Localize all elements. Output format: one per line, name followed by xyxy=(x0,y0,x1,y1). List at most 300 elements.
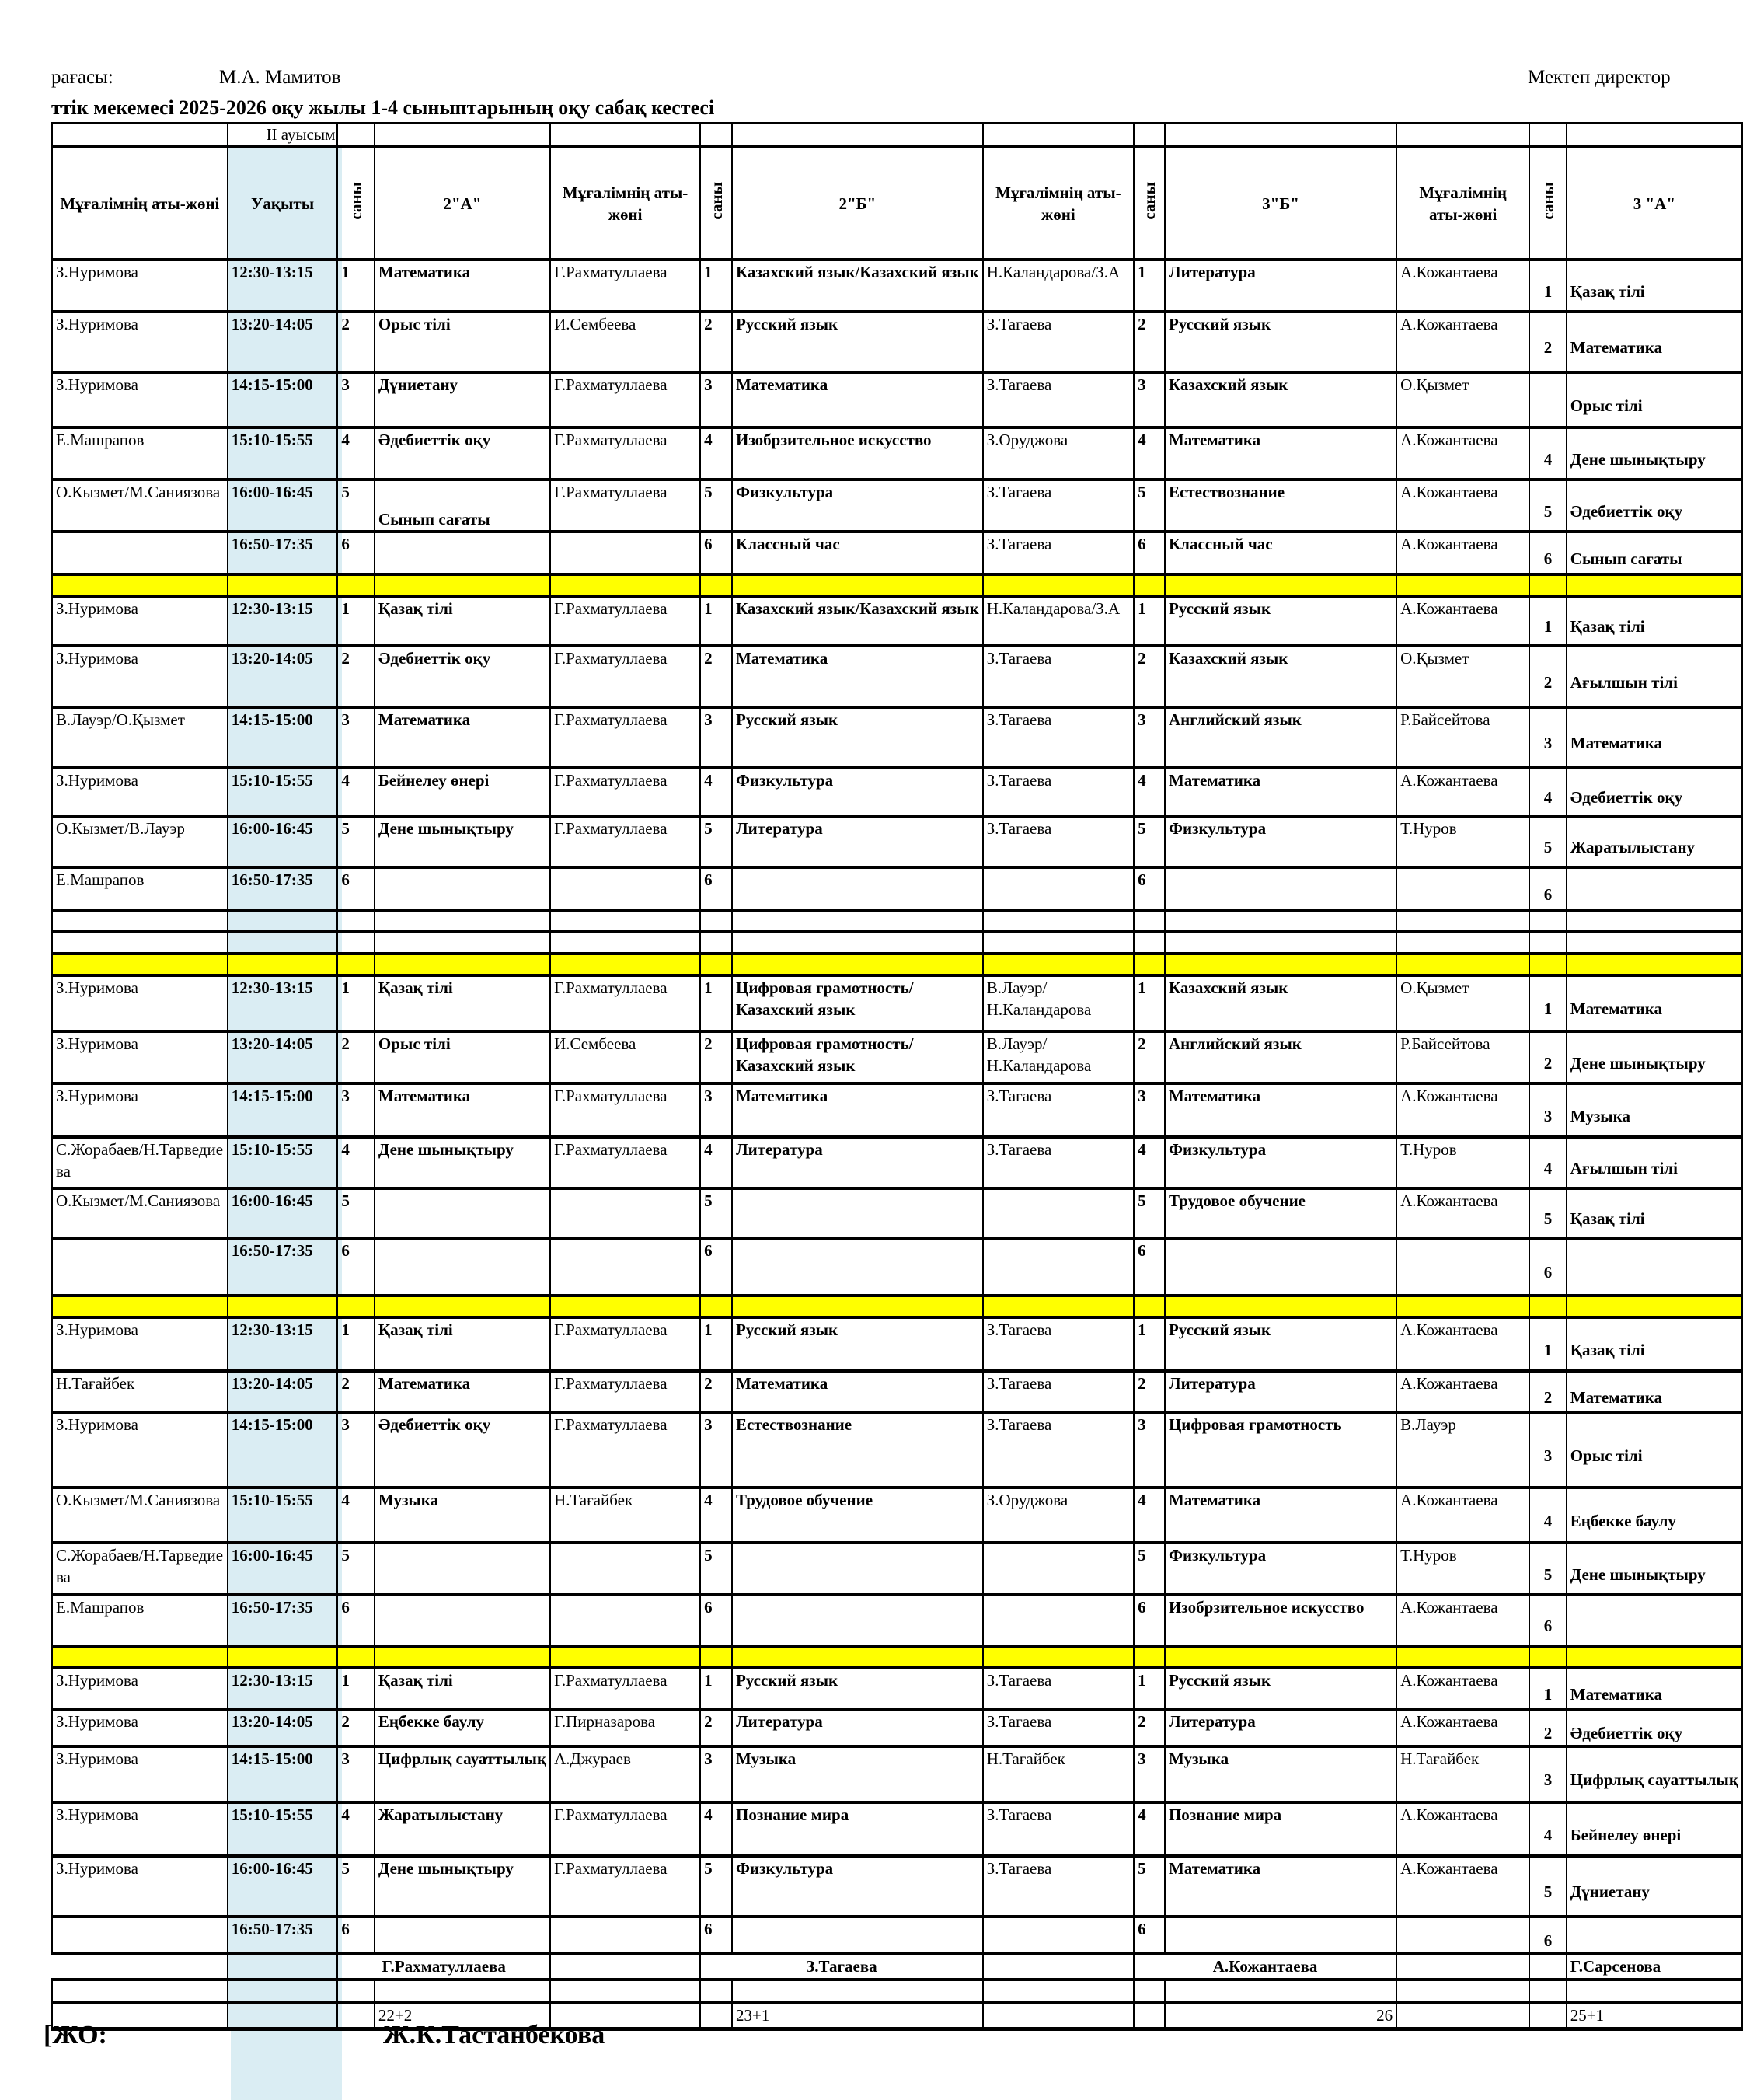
lesson-number: 5 xyxy=(700,1856,732,1917)
subject-3a: Дене шынықтыру xyxy=(1567,427,1742,480)
header-right-label: Мектеп директор xyxy=(1528,67,1671,88)
teacher-cell xyxy=(983,1238,1134,1296)
empty-cell xyxy=(337,1646,375,1668)
time-cell: 15:10-15:55 xyxy=(228,768,338,816)
lesson-number: 6 xyxy=(337,1917,375,1954)
subject-2b xyxy=(732,1595,983,1646)
lesson-number: 5 xyxy=(700,480,732,532)
lesson-number: 2 xyxy=(1134,1031,1165,1083)
class-teacher-name: З.Тагаева xyxy=(700,1954,983,1980)
teacher-cell xyxy=(550,532,700,574)
lesson-number: 4 xyxy=(1134,427,1165,480)
empty-cell xyxy=(732,574,983,596)
lesson-number: 5 xyxy=(1134,1188,1165,1238)
subject-2b: Казахский язык/Казахский язык xyxy=(732,596,983,646)
lesson-number: 4 xyxy=(1529,768,1567,816)
subject-2b: Физкультура xyxy=(732,480,983,532)
empty-cell xyxy=(1165,1980,1396,2002)
subject-2a: Математика xyxy=(375,707,550,768)
teacher-cell: З.Тагаева xyxy=(983,1709,1134,1746)
lesson-row xyxy=(52,1412,1742,1488)
subject-2b: Цифровая грамотность/ Казахский язык xyxy=(732,1031,983,1083)
teacher-cell: З.Нуримова xyxy=(52,1668,228,1709)
time-cell: 14:15-15:00 xyxy=(228,1746,338,1802)
subject-2a: Дене шынықтыру xyxy=(375,1856,550,1917)
col-header-teacher: Мұғалімнің аты-жөні xyxy=(52,147,228,260)
empty-cell xyxy=(375,1296,550,1317)
teacher-cell: И.Сембеева xyxy=(550,312,700,372)
lesson-number: 5 xyxy=(337,1856,375,1917)
teacher-cell: Г.Рахматуллаева xyxy=(550,1856,700,1917)
subject-2b: Математика xyxy=(732,1371,983,1412)
teacher-cell: З.Тагаева xyxy=(983,1856,1134,1917)
lesson-number: 1 xyxy=(1529,596,1567,646)
teacher-cell: О.Кызмет/М.Саниязова xyxy=(52,480,228,532)
lesson-number: 4 xyxy=(700,427,732,480)
time-cell: 16:50-17:35 xyxy=(228,1238,338,1296)
teacher-cell: З.Тагаева xyxy=(983,1371,1134,1412)
col-header-count xyxy=(337,147,375,260)
empty-cell xyxy=(1396,574,1529,596)
subject-3a xyxy=(1567,867,1742,910)
lesson-number: 5 xyxy=(1529,1543,1567,1595)
lesson-row xyxy=(52,372,1742,427)
lesson-number: 5 xyxy=(1134,1856,1165,1917)
lesson-number: 2 xyxy=(1529,646,1567,707)
teacher-cell: А.Джураев xyxy=(550,1746,700,1802)
teacher-cell: Г.Рахматуллаева xyxy=(550,1668,700,1709)
lesson-number: 4 xyxy=(1529,1488,1567,1543)
count-label: саны xyxy=(1539,181,1558,220)
teacher-cell: Г.Рахматуллаева xyxy=(550,1317,700,1371)
count-label: саны xyxy=(347,181,366,220)
lesson-number: 3 xyxy=(337,372,375,427)
lesson-number: 6 xyxy=(700,1917,732,1954)
subject-2a: Цифрлық сауаттылық xyxy=(375,1746,550,1802)
time-cell: 14:15-15:00 xyxy=(228,372,338,427)
time-cell: 12:30-13:15 xyxy=(228,975,338,1031)
subject-3b: Русский язык xyxy=(1165,1317,1396,1371)
teacher-cell xyxy=(1396,1238,1529,1296)
teacher-cell: Н.Каландарова/З.А xyxy=(983,260,1134,312)
time-cell: 13:20-14:05 xyxy=(228,312,338,372)
subject-2b: Естествознание xyxy=(732,1412,983,1488)
subject-3b: Казахский язык xyxy=(1165,646,1396,707)
teacher-cell: А.Кожантаева xyxy=(1396,1856,1529,1917)
subject-2a xyxy=(375,1188,550,1238)
header-row-columns xyxy=(52,147,1742,260)
spacer-row xyxy=(52,910,1742,932)
subject-3b: Английский язык xyxy=(1165,707,1396,768)
empty-cell xyxy=(1567,1980,1742,2002)
subject-3b: Русский язык xyxy=(1165,596,1396,646)
teacher-cell: З.Нуримова xyxy=(52,1802,228,1856)
teacher-cell: З.Нуримова xyxy=(52,312,228,372)
teacher-cell: З.Тагаева xyxy=(983,816,1134,867)
subject-3b xyxy=(1165,1238,1396,1296)
teacher-cell: З.Оруджова xyxy=(983,1488,1134,1543)
empty-cell xyxy=(375,954,550,975)
empty-cell xyxy=(228,1954,338,1980)
lesson-number: 1 xyxy=(700,975,732,1031)
subject-3a: Музыка xyxy=(1567,1083,1742,1137)
lesson-number: 2 xyxy=(1134,646,1165,707)
header-row-shift xyxy=(52,123,1742,147)
empty-cell xyxy=(550,1954,700,1980)
lesson-number: 6 xyxy=(337,1238,375,1296)
lesson-number: 5 xyxy=(700,1188,732,1238)
empty-cell xyxy=(1134,932,1165,954)
subject-3a: Ағылшын тілі xyxy=(1567,1137,1742,1188)
lesson-number: 5 xyxy=(1134,816,1165,867)
time-cell: 15:10-15:55 xyxy=(228,1802,338,1856)
teacher-cell: А.Кожантаева xyxy=(1396,532,1529,574)
count-label: саны xyxy=(706,181,726,220)
empty-cell xyxy=(1396,1954,1529,1980)
lesson-number: 4 xyxy=(1134,1137,1165,1188)
time-cell: 14:15-15:00 xyxy=(228,1083,338,1137)
subject-3b: Английский язык xyxy=(1165,1031,1396,1083)
lesson-number: 4 xyxy=(1134,1488,1165,1543)
lesson-number: 4 xyxy=(1134,768,1165,816)
subject-3b: Литература xyxy=(1165,1371,1396,1412)
teacher-cell: З.Тагаева xyxy=(983,1137,1134,1188)
header-empty xyxy=(1567,123,1742,147)
teacher-cell: С.Жорабаев/Н.Тарведиева xyxy=(52,1543,228,1595)
time-cell: 16:50-17:35 xyxy=(228,532,338,574)
teacher-cell: З.Тагаева xyxy=(983,480,1134,532)
subject-3b: Математика xyxy=(1165,768,1396,816)
time-cell: 13:20-14:05 xyxy=(228,646,338,707)
teacher-cell xyxy=(983,1917,1134,1954)
subject-3a: Дене шынықтыру xyxy=(1567,1543,1742,1595)
subject-2a: Қазақ тілі xyxy=(375,975,550,1031)
lesson-number: 4 xyxy=(700,1802,732,1856)
subject-2b: Русский язык xyxy=(732,312,983,372)
lesson-number: 2 xyxy=(1134,312,1165,372)
empty-cell xyxy=(732,1646,983,1668)
subject-2a xyxy=(375,1238,550,1296)
lesson-number: 1 xyxy=(1134,1668,1165,1709)
lesson-row xyxy=(52,1668,1742,1709)
empty-cell xyxy=(1134,1646,1165,1668)
empty-cell xyxy=(52,1980,228,2002)
teacher-cell: Г.Рахматуллаева xyxy=(550,646,700,707)
lesson-number: 6 xyxy=(1134,867,1165,910)
time-cell: 12:30-13:15 xyxy=(228,1668,338,1709)
lesson-number: 2 xyxy=(1529,312,1567,372)
subject-2a: Қазақ тілі xyxy=(375,1317,550,1371)
teacher-cell: З.Тагаева xyxy=(983,372,1134,427)
lesson-number: 1 xyxy=(1529,1668,1567,1709)
teacher-cell xyxy=(1396,1917,1529,1954)
teacher-cell: З.Тагаева xyxy=(983,646,1134,707)
lesson-number: 5 xyxy=(337,480,375,532)
subject-3b: Естествознание xyxy=(1165,480,1396,532)
col-header-3a: 3 "А" xyxy=(1567,147,1742,260)
lesson-number: 2 xyxy=(337,646,375,707)
empty-cell xyxy=(700,954,732,975)
lesson-number: 6 xyxy=(1134,1595,1165,1646)
day-separator xyxy=(52,1646,1742,1668)
header-empty xyxy=(983,123,1134,147)
teacher-cell: Г.Рахматуллаева xyxy=(550,975,700,1031)
lesson-number: 5 xyxy=(700,816,732,867)
col-header-count xyxy=(1529,147,1567,260)
subject-2b: Математика xyxy=(732,372,983,427)
empty-cell xyxy=(228,910,338,932)
lesson-number: 4 xyxy=(337,768,375,816)
subject-2a: Дене шынықтыру xyxy=(375,816,550,867)
subject-3b: Физкультура xyxy=(1165,816,1396,867)
col-header-count xyxy=(1134,147,1165,260)
subject-2a xyxy=(375,1595,550,1646)
empty-cell xyxy=(375,1646,550,1668)
subject-2b: Казахский язык/Казахский язык xyxy=(732,260,983,312)
class-teachers-row xyxy=(52,1954,1742,1980)
empty-cell xyxy=(52,2002,228,2029)
teacher-cell: В.Лауэр/О.Қызмет xyxy=(52,707,228,768)
empty-cell xyxy=(52,954,228,975)
subject-2a xyxy=(375,1917,550,1954)
time-cell: 12:30-13:15 xyxy=(228,596,338,646)
subject-3a: Математика xyxy=(1567,1668,1742,1709)
lesson-number: 3 xyxy=(1529,1412,1567,1488)
teacher-cell: А.Кожантаева xyxy=(1396,1371,1529,1412)
time-cell: 16:00-16:45 xyxy=(228,816,338,867)
lesson-row xyxy=(52,260,1742,312)
teacher-cell: Г.Рахматуллаева xyxy=(550,427,700,480)
subject-3b: Классный час xyxy=(1165,532,1396,574)
subject-2b: Русский язык xyxy=(732,1668,983,1709)
empty-cell xyxy=(983,2002,1134,2029)
teacher-cell xyxy=(550,867,700,910)
teacher-cell: О.Қызмет xyxy=(1396,646,1529,707)
lesson-number: 3 xyxy=(1134,1083,1165,1137)
empty-cell xyxy=(550,574,700,596)
lesson-number: 1 xyxy=(1134,260,1165,312)
empty-cell xyxy=(732,1980,983,2002)
empty-cell xyxy=(983,932,1134,954)
lesson-number: 5 xyxy=(700,1543,732,1595)
empty-cell xyxy=(1529,910,1567,932)
teacher-cell: А.Кожантаева xyxy=(1396,1709,1529,1746)
empty-cell xyxy=(1165,1646,1396,1668)
subject-3b: Русский язык xyxy=(1165,312,1396,372)
empty-cell xyxy=(732,954,983,975)
empty-cell xyxy=(337,1980,375,2002)
time-cell: 14:15-15:00 xyxy=(228,1412,338,1488)
empty-cell xyxy=(983,954,1134,975)
teacher-cell xyxy=(52,532,228,574)
teacher-cell xyxy=(1396,867,1529,910)
subject-2b: Физкультура xyxy=(732,768,983,816)
subject-2b xyxy=(732,1543,983,1595)
lesson-number: 3 xyxy=(1134,372,1165,427)
subject-2a xyxy=(375,532,550,574)
empty-cell xyxy=(983,1646,1134,1668)
col-header-teacher: Мұғалімнің аты-жөні xyxy=(550,147,700,260)
teacher-cell: Т.Нуров xyxy=(1396,816,1529,867)
lesson-number: 5 xyxy=(337,1543,375,1595)
empty-cell xyxy=(983,1980,1134,2002)
subject-2b: Цифровая грамотность/ Казахский язык xyxy=(732,975,983,1031)
subject-2a: Математика xyxy=(375,260,550,312)
lesson-number: 3 xyxy=(700,1083,732,1137)
lesson-number: 5 xyxy=(1134,1543,1165,1595)
empty-cell xyxy=(228,2002,338,2029)
signature-label-text: ЖО: xyxy=(52,2021,107,2049)
subject-3b: Казахский язык xyxy=(1165,975,1396,1031)
teacher-cell xyxy=(52,1917,228,1954)
header-empty xyxy=(732,123,983,147)
subject-2a: Әдебиеттік оқу xyxy=(375,427,550,480)
empty-cell xyxy=(983,574,1134,596)
empty-cell xyxy=(375,574,550,596)
empty-cell xyxy=(375,1980,550,2002)
subject-3a: Дене шынықтыру xyxy=(1567,1031,1742,1083)
subject-2b xyxy=(732,867,983,910)
empty-cell xyxy=(228,1296,338,1317)
empty-cell xyxy=(337,932,375,954)
lesson-row xyxy=(52,1746,1742,1802)
lesson-number: 4 xyxy=(1529,1137,1567,1188)
empty-cell xyxy=(1567,574,1742,596)
lesson-number: 6 xyxy=(1529,1238,1567,1296)
subject-3b: Литература xyxy=(1165,1709,1396,1746)
teacher-cell: Г.Рахматуллаева xyxy=(550,816,700,867)
lesson-row xyxy=(52,1317,1742,1371)
subject-2b: Классный час xyxy=(732,532,983,574)
empty-cell xyxy=(337,910,375,932)
lesson-row xyxy=(52,1238,1742,1296)
empty-cell xyxy=(1134,910,1165,932)
teacher-cell: З.Нуримова xyxy=(52,646,228,707)
spacer-row xyxy=(52,932,1742,954)
lesson-number: 2 xyxy=(337,312,375,372)
teacher-cell xyxy=(983,867,1134,910)
subject-2a: Музыка xyxy=(375,1488,550,1543)
lesson-number: 3 xyxy=(337,707,375,768)
teacher-cell: А.Кожантаева xyxy=(1396,1188,1529,1238)
lesson-number: 2 xyxy=(700,1371,732,1412)
empty-cell xyxy=(1396,1646,1529,1668)
day-separator xyxy=(52,1296,1742,1317)
lesson-row xyxy=(52,312,1742,372)
subject-3a: Бейнелеу өнері xyxy=(1567,1802,1742,1856)
lesson-number: 4 xyxy=(337,1488,375,1543)
col-header-teacher: Мұғалімнің аты-жөні xyxy=(983,147,1134,260)
time-cell: 15:10-15:55 xyxy=(228,1137,338,1188)
empty-cell xyxy=(52,1954,228,1980)
subject-2b: Физкультура xyxy=(732,1856,983,1917)
subject-3b xyxy=(1165,867,1396,910)
teacher-cell: Р.Байсейтова xyxy=(1396,707,1529,768)
lesson-row xyxy=(52,1856,1742,1917)
subject-2a xyxy=(375,867,550,910)
lesson-number: 2 xyxy=(700,1031,732,1083)
teacher-cell: З.Нуримова xyxy=(52,1709,228,1746)
empty-cell xyxy=(700,932,732,954)
empty-cell xyxy=(228,1980,338,2002)
lesson-number: 6 xyxy=(700,1595,732,1646)
lesson-row xyxy=(52,1543,1742,1595)
subject-3b xyxy=(1165,1917,1396,1954)
lesson-row xyxy=(52,1031,1742,1083)
lesson-number: 3 xyxy=(1134,1412,1165,1488)
subject-3b: Физкультура xyxy=(1165,1137,1396,1188)
teacher-cell: З.Нуримова xyxy=(52,1746,228,1802)
teacher-cell: Г.Рахматуллаева xyxy=(550,1083,700,1137)
lesson-number: 2 xyxy=(337,1709,375,1746)
teacher-cell xyxy=(52,1238,228,1296)
empty-cell xyxy=(550,932,700,954)
subject-2b xyxy=(732,1238,983,1296)
lesson-number: 6 xyxy=(1134,1917,1165,1954)
subject-2a xyxy=(375,1543,550,1595)
header-empty xyxy=(52,123,228,147)
teacher-cell xyxy=(550,1595,700,1646)
lesson-number: 5 xyxy=(1134,480,1165,532)
teacher-cell: А.Кожантаева xyxy=(1396,1595,1529,1646)
teacher-cell: В.Лауэр xyxy=(1396,1412,1529,1488)
teacher-cell: З.Тагаева xyxy=(983,1083,1134,1137)
subject-2a: Сынып сағаты xyxy=(375,480,550,532)
empty-cell xyxy=(1396,2002,1529,2029)
lesson-number: 2 xyxy=(1529,1371,1567,1412)
teacher-cell: О.Қызмет xyxy=(1396,975,1529,1031)
lesson-row xyxy=(52,1371,1742,1412)
lesson-number: 5 xyxy=(1529,816,1567,867)
empty-cell xyxy=(983,1954,1134,1980)
teacher-cell: Р.Байсейтова xyxy=(1396,1031,1529,1083)
empty-cell xyxy=(1396,932,1529,954)
totals-row xyxy=(52,2002,1742,2029)
lesson-number: 3 xyxy=(1529,707,1567,768)
subject-3b: Математика xyxy=(1165,1856,1396,1917)
subject-3a: Орыс тілі xyxy=(1567,1412,1742,1488)
subject-2b: Математика xyxy=(732,1083,983,1137)
teacher-cell: З.Нуримова xyxy=(52,1317,228,1371)
teacher-cell xyxy=(983,1543,1134,1595)
lesson-number: 6 xyxy=(337,1595,375,1646)
empty-cell xyxy=(1529,954,1567,975)
header-empty xyxy=(700,123,732,147)
lesson-number: 2 xyxy=(700,312,732,372)
subject-3a: Қазақ тілі xyxy=(1567,596,1742,646)
empty-cell xyxy=(228,932,338,954)
teacher-cell: Г.Рахматуллаева xyxy=(550,596,700,646)
signature-prefix: [ xyxy=(44,2021,53,2049)
empty-cell xyxy=(228,1646,338,1668)
subject-3a xyxy=(1567,1595,1742,1646)
lesson-number: 1 xyxy=(337,260,375,312)
subject-2a: Дүниетану xyxy=(375,372,550,427)
lesson-number: 1 xyxy=(337,1317,375,1371)
teacher-cell: З.Нуримова xyxy=(52,1412,228,1488)
teacher-cell: А.Кожантаева xyxy=(1396,1802,1529,1856)
lesson-number: 2 xyxy=(700,646,732,707)
lesson-row xyxy=(52,816,1742,867)
lesson-number: 5 xyxy=(337,816,375,867)
empty-cell xyxy=(52,574,228,596)
lesson-number: 4 xyxy=(700,1488,732,1543)
teacher-cell: Н.Каландарова/З.А xyxy=(983,596,1134,646)
teacher-cell: Г.Рахматуллаева xyxy=(550,707,700,768)
empty-cell xyxy=(337,574,375,596)
lesson-row xyxy=(52,1709,1742,1746)
weekly-hours-total: 26 xyxy=(1165,2002,1396,2029)
